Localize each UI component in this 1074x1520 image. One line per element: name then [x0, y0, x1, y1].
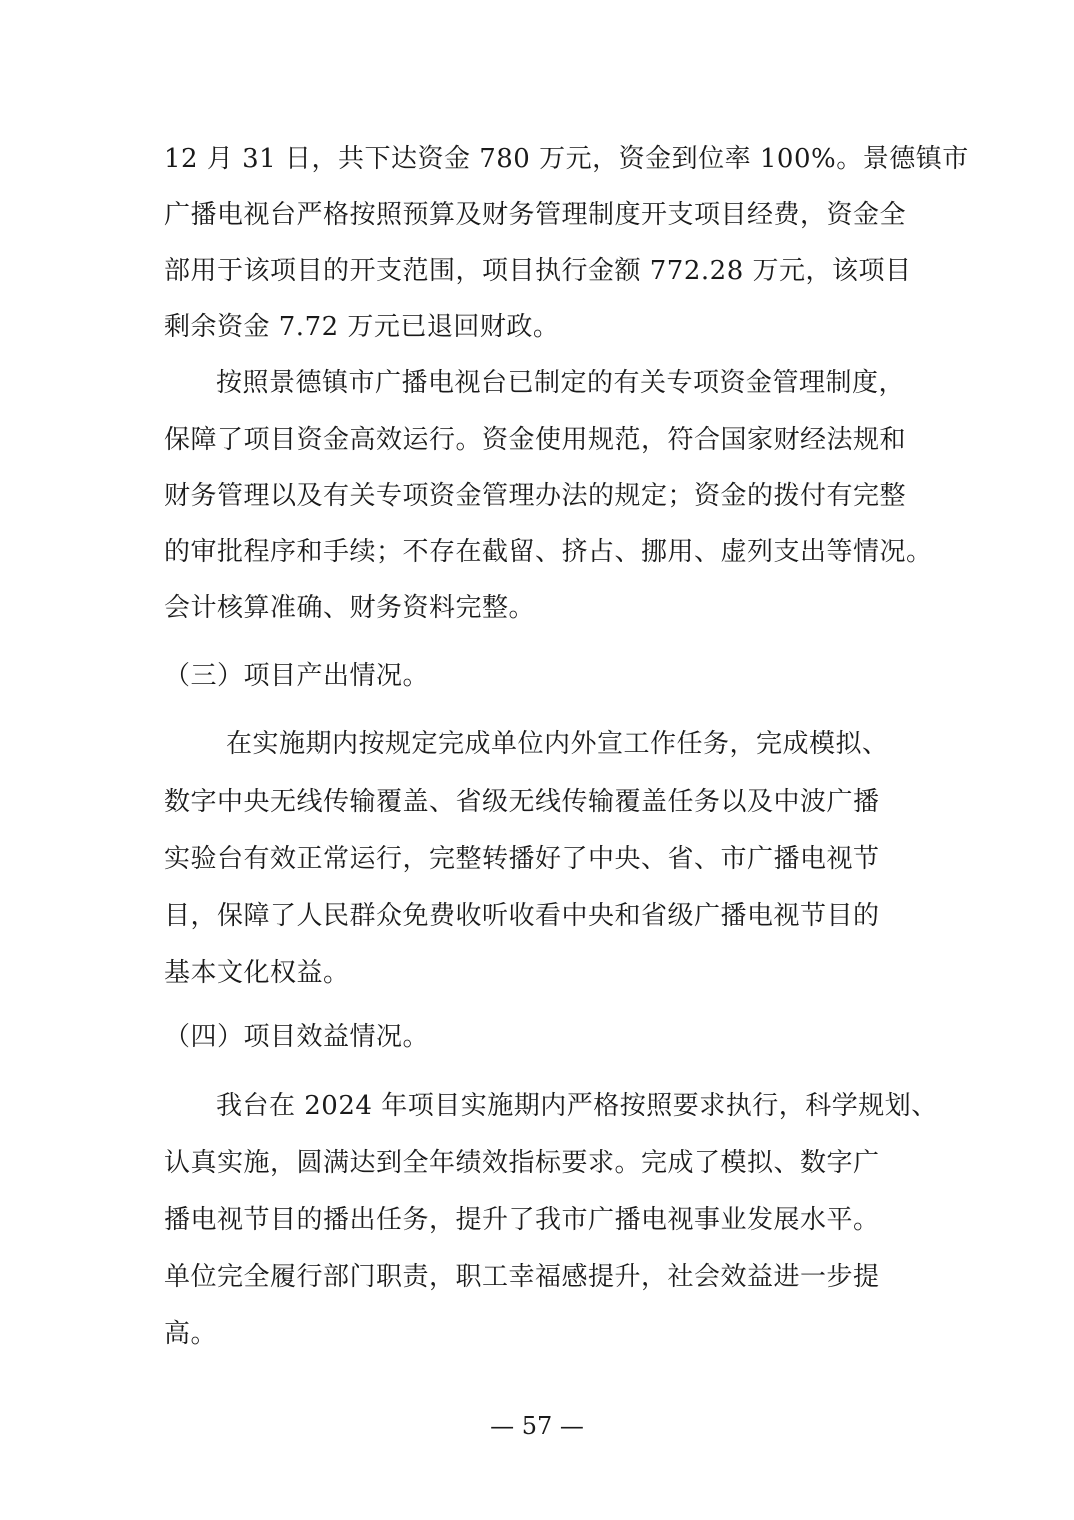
- paragraph-line: 目，保障了人民群众免费收听收看中央和省级广播电视节目的: [164, 901, 880, 931]
- section-heading: （三）项目产出情况。: [164, 661, 430, 691]
- paragraph-line: 12 月 31 日，共下达资金 780 万元，资金到位率 100%。景德镇市: [164, 144, 969, 174]
- paragraph-line: 高。: [164, 1319, 218, 1349]
- paragraph-line: 在实施期内按规定完成单位内外宣工作任务，完成模拟、: [226, 729, 889, 759]
- paragraph-line: 剩余资金 7.72 万元已退回财政。: [164, 312, 560, 342]
- paragraph-line: 保障了项目资金高效运行。资金使用规范，符合国家财经法规和: [164, 425, 907, 455]
- paragraph-line: 会计核算准确、财务资料完整。: [164, 593, 536, 623]
- paragraph-line: 单位完全履行部门职责，职工幸福感提升，社会效益进一步提: [164, 1262, 880, 1292]
- paragraph-line: 广播电视台严格按照预算及财务管理制度开支项目经费，资金全: [164, 200, 907, 230]
- paragraph-line: 我台在 2024 年项目实施期内严格按照要求执行，科学规划、: [216, 1091, 938, 1121]
- paragraph-line: 的审批程序和手续；不存在截留、挤占、挪用、虚列支出等情况。: [164, 537, 933, 567]
- section-heading: （四）项目效益情况。: [164, 1022, 430, 1052]
- paragraph-line: 基本文化权益。: [164, 958, 350, 988]
- paragraph-line: 认真实施，圆满达到全年绩效指标要求。完成了模拟、数字广: [164, 1148, 880, 1178]
- paragraph-line: 播电视节目的播出任务，提升了我市广播电视事业发展水平。: [164, 1205, 880, 1235]
- paragraph-line: 部用于该项目的开支范围，项目执行金额 772.28 万元，该项目: [164, 256, 912, 286]
- paragraph-line: 财务管理以及有关专项资金管理办法的规定；资金的拨付有完整: [164, 481, 907, 511]
- paragraph-line: 按照景德镇市广播电视台已制定的有关专项资金管理制度，: [216, 368, 906, 398]
- paragraph-line: 数字中央无线传输覆盖、省级无线传输覆盖任务以及中波广播: [164, 787, 880, 817]
- paragraph-line: 实验台有效正常运行，完整转播好了中央、省、市广播电视节: [164, 844, 880, 874]
- page-number: — 57 —: [490, 1412, 584, 1440]
